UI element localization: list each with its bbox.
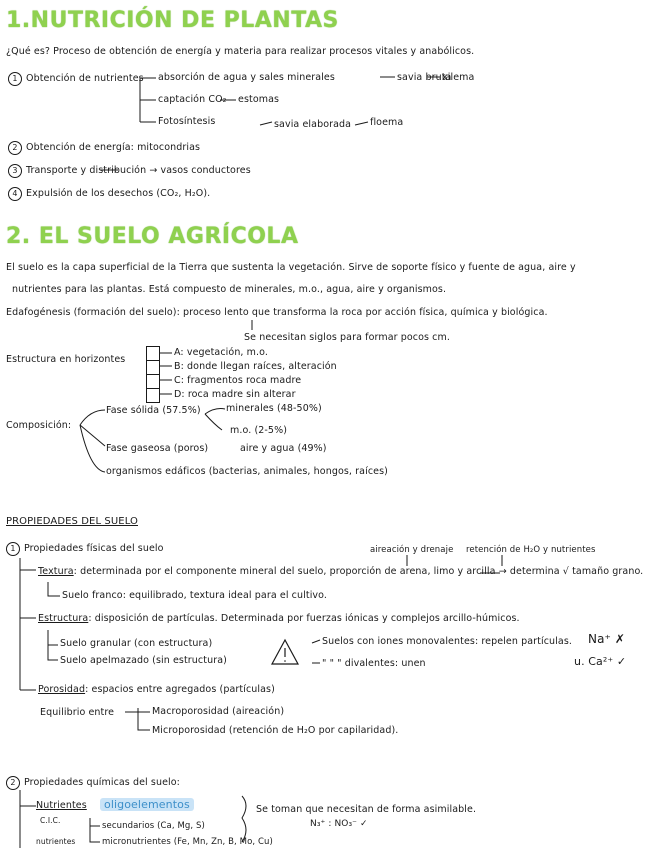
cic-label: C.I.C. <box>40 816 61 825</box>
branch-floema: floema <box>370 117 404 128</box>
list-item-4 <box>8 187 210 201</box>
textura-line <box>38 566 643 578</box>
edafogenesis-text: Edafogénesis (formación del suelo): proceso lento que transforma la roca por acción física, química y biológica. <box>6 307 548 318</box>
edafogenesis-note: Se necesitan siglos para formar pocos cm. <box>244 332 450 343</box>
suelos-monovalentes: Suelos con iones monovalentes: repelen partículas. <box>322 636 573 647</box>
composicion-label: Composición: <box>6 420 72 431</box>
textura-text: : determinada por el componente mineral del suelo, proporción de arena, limo y arcilla → determina √ tamaño grano. <box>73 566 644 577</box>
horizon-block-c <box>146 374 160 389</box>
suelos-divalentes: " " " divalentes: unen <box>322 658 426 669</box>
suelo-franco: Suelo franco: equilibrado, textura ideal para el cultivo. <box>62 590 328 601</box>
item-text: Obtención de nutrientes <box>26 73 144 84</box>
item-text: Obtención de energía: mitocondrias <box>26 142 201 153</box>
secundarios: secundarios (Ca, Mg, S) <box>102 821 205 831</box>
number-1-icon: 1 <box>6 542 20 556</box>
porosidad-line <box>38 684 275 696</box>
nitrato-note: N₃⁺ : NO₃⁻ ✓ <box>310 819 368 829</box>
number-4-icon: 4 <box>8 187 22 201</box>
porosidad-label: Porosidad <box>38 684 86 695</box>
branch-fotosintesis: Fotosíntesis <box>158 116 216 127</box>
number-2-icon: 2 <box>8 141 22 155</box>
item-text: Expulsión de los desechos (CO₂, H₂O). <box>26 188 211 199</box>
item-text: Propiedades químicas del suelo: <box>24 777 180 788</box>
asimilable-note: Se toman que necesitan de forma asimilable. <box>256 804 477 815</box>
suelo-granular: Suelo granular (con estructura) <box>60 638 213 649</box>
porosidad-text: : espacios entre agregados (partículas) <box>85 684 275 695</box>
section-2-title: 2. EL SUELO AGRÍCOLA <box>6 224 299 249</box>
section-1-title: 1.NUTRICIÓN DE PLANTAS <box>6 8 339 33</box>
branch-estomas: estomas <box>238 94 280 105</box>
textura-label: Textura <box>38 566 74 577</box>
estructura-line <box>38 613 520 625</box>
propiedades-title: PROPIEDADES DEL SUELO <box>6 516 138 527</box>
estructura-label: Estructura <box>38 613 89 624</box>
horizontes-label: Estructura en horizontes <box>6 354 126 365</box>
section-1-question: ¿Qué es? Proceso de obtención de energía y materia para realizar procesos vitales y anabólicos. <box>6 46 475 57</box>
branch-xilema: xilema <box>442 72 475 83</box>
list-item-2 <box>8 141 200 155</box>
annotation-retencion: retención de H₂O y nutrientes <box>466 545 596 555</box>
organismos-edaficos: organismos edáficos (bacterias, animales, hongos, raíces) <box>106 466 388 477</box>
item-text: Propiedades físicas del suelo <box>24 543 164 554</box>
macroporosidad: Macroporosidad (aireación) <box>152 706 285 717</box>
highlight-text: oligoelementos <box>100 798 194 811</box>
number-3-icon: 3 <box>8 164 22 178</box>
materia-organica: m.o. (2-5%) <box>230 425 288 436</box>
microporosidad: Microporosidad (retención de H₂O por capilaridad). <box>152 725 399 736</box>
suelo-definition-line-1: El suelo es la capa superficial de la Tierra que sustenta la vegetación. Sirve de soporte físico y fuente de agua, aire y <box>6 262 576 273</box>
aire-agua: aire y agua (49%) <box>240 443 327 454</box>
minerales: minerales (48-50%) <box>226 403 322 414</box>
propiedades-fisicas <box>6 542 164 556</box>
annotation-aireacion: aireación y drenaje <box>370 545 454 555</box>
micronutrientes: micronutrientes (Fe, Mn, Zn, B, Mo, Cu) <box>102 837 273 847</box>
branch-savia-bruta: savia bruta <box>397 72 452 83</box>
branch-absorcion: absorción de agua y sales minerales <box>158 72 335 83</box>
horizon-d: D: roca madre sin alterar <box>174 389 296 400</box>
horizon-b: B: donde llegan raíces, alteración <box>174 361 337 372</box>
branch-savia-elaborada: savia elaborada <box>274 119 352 130</box>
horizon-c: C: fragmentos roca madre <box>174 375 302 386</box>
item-text: Transporte y distribución → vasos conductores <box>26 165 251 176</box>
fase-solida: Fase sólida (57.5%) <box>106 405 201 416</box>
oligoelementos-highlight <box>100 799 194 811</box>
branch-captacion: captación CO₂ <box>158 94 227 105</box>
estructura-text: : disposición de partículas. Determinada por fuerzas iónicas y complejos arcillo-húmicos. <box>88 613 520 624</box>
horizon-block-b <box>146 360 160 375</box>
horizon-block-a <box>146 346 160 361</box>
suelo-apelmazado: Suelo apelmazado (sin estructura) <box>60 655 227 666</box>
fase-gaseosa: Fase gaseosa (poros) <box>106 443 209 454</box>
number-2-icon: 2 <box>6 776 20 790</box>
equilibrio-label: Equilibrio entre <box>40 707 115 718</box>
suelo-definition-line-2: nutrientes para las plantas. Está compuesto de minerales, m.o., agua, aire y organismos. <box>12 284 447 295</box>
nutrientes-sub: nutrientes <box>36 837 76 846</box>
ion-ca: u. Ca²⁺ ✓ <box>574 655 627 668</box>
nutrientes-label: Nutrientes <box>36 800 87 811</box>
horizon-a: A: vegetación, m.o. <box>174 347 269 358</box>
number-1-icon: 1 <box>8 72 22 86</box>
propiedades-quimicas <box>6 776 180 790</box>
list-item-1 <box>8 72 144 86</box>
horizon-block-d <box>146 388 160 403</box>
list-item-3 <box>8 164 251 178</box>
ion-na: Na⁺ ✗ <box>588 632 626 646</box>
